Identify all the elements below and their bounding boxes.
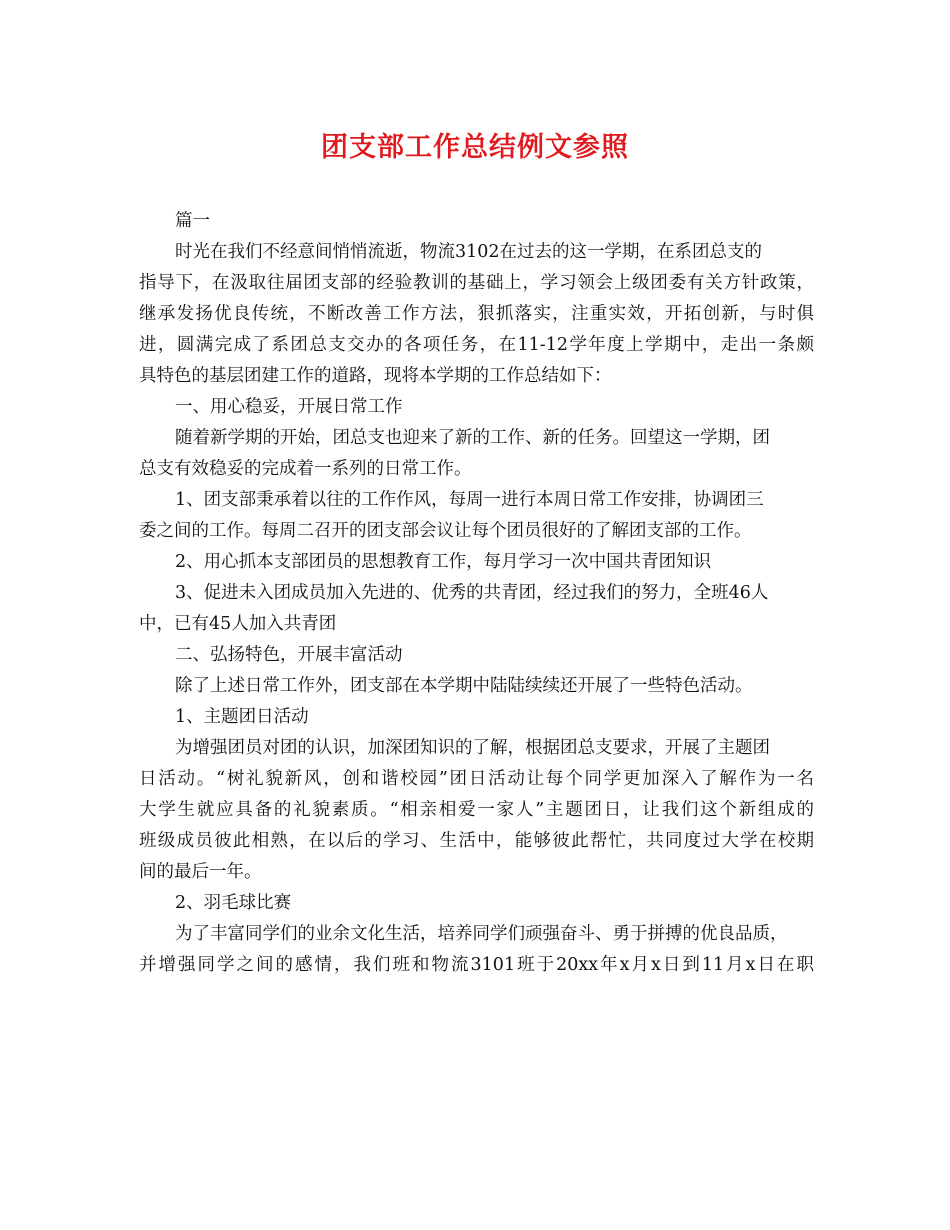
list-item-line: 中，已有45人加入共青团 [139,614,337,634]
list-item-line: 1、团支部秉承着以往的工作作风，每周一进行本周日常工作安排，协调团三 [175,490,764,510]
paragraph-line: 具特色的基层团建工作的道路，现将本学期的工作总结如下： [139,366,612,386]
paragraph-line: 进，圆满完成了系团总支交办的各项任务，在11-12学年度上学期中，走出一条颇 [139,335,814,355]
paragraph-line: 并增强同学之间的感情，我们班和物流3101班于20xx年x月x日到11月x日在职 [139,955,814,975]
document-body [139,206,814,981]
paragraph-line: 为了丰富同学们的业余文化生活，培养同学们顽强奋斗、勇于拼搏的优良品质， [175,924,788,944]
paragraph-line: 总支有效稳妥的完成着一系列的日常工作。 [139,459,472,479]
paragraph-line: 继承发扬优良传统，不断改善工作方法，狠抓落实，注重实效，开拓创新，与时俱 [139,304,814,324]
document-title: 团支部工作总结例文参照 [321,132,629,163]
paragraph-line: 日活动。“树礼貌新风，创和谐校园”团日活动让每个同学更加深入了解作为一名 [139,769,814,789]
paragraph-line: 指导下，在汲取往届团支部的经验教训的基础上，学习领会上级团委有关方针政策， [139,273,814,293]
paragraph-line: 间的最后一年。 [139,862,262,882]
paragraph-line: 时光在我们不经意间悄悄流逝，物流3102在过去的这一学期，在系团总支的 [175,242,763,262]
list-item-line: 2、用心抓本支部团员的思想教育工作，每月学习一次中国共青团知识 [175,552,712,572]
paragraph-line: 除了上述日常工作外，团支部在本学期中陆陆续续还开展了一些特色活动。 [175,676,753,696]
paragraph-line: 大学生就应具备的礼貌素质。“相亲相爱一家人”主题团日，让我们这个新组成的 [139,800,814,820]
section-heading: 一、用心稳妥，开展日常工作 [175,397,403,417]
list-item-line: 委之间的工作。每周二召开的团支部会议让每个团员很好的了解团支部的工作。 [139,521,752,541]
subsection-heading: 1、主题团日活动 [175,707,309,727]
section-heading-part-one: 篇一 [175,211,210,231]
subsection-heading: 2、羽毛球比赛 [175,893,292,913]
section-heading: 二、弘扬特色，开展丰富活动 [175,645,403,665]
list-item-line: 3、促进未入团成员加入先进的、优秀的共青团，经过我们的努力，全班46人 [175,583,769,603]
paragraph-line: 随着新学期的开始，团总支也迎来了新的工作、新的任务。回望这一学期，团 [175,428,770,448]
paragraph-line: 为增强团员对团的认识，加深团知识的了解，根据团总支要求，开展了主题团 [175,738,770,758]
paragraph-line: 班级成员彼此相熟，在以后的学习、生活中，能够彼此帮忙，共同度过大学在校期 [139,831,814,851]
